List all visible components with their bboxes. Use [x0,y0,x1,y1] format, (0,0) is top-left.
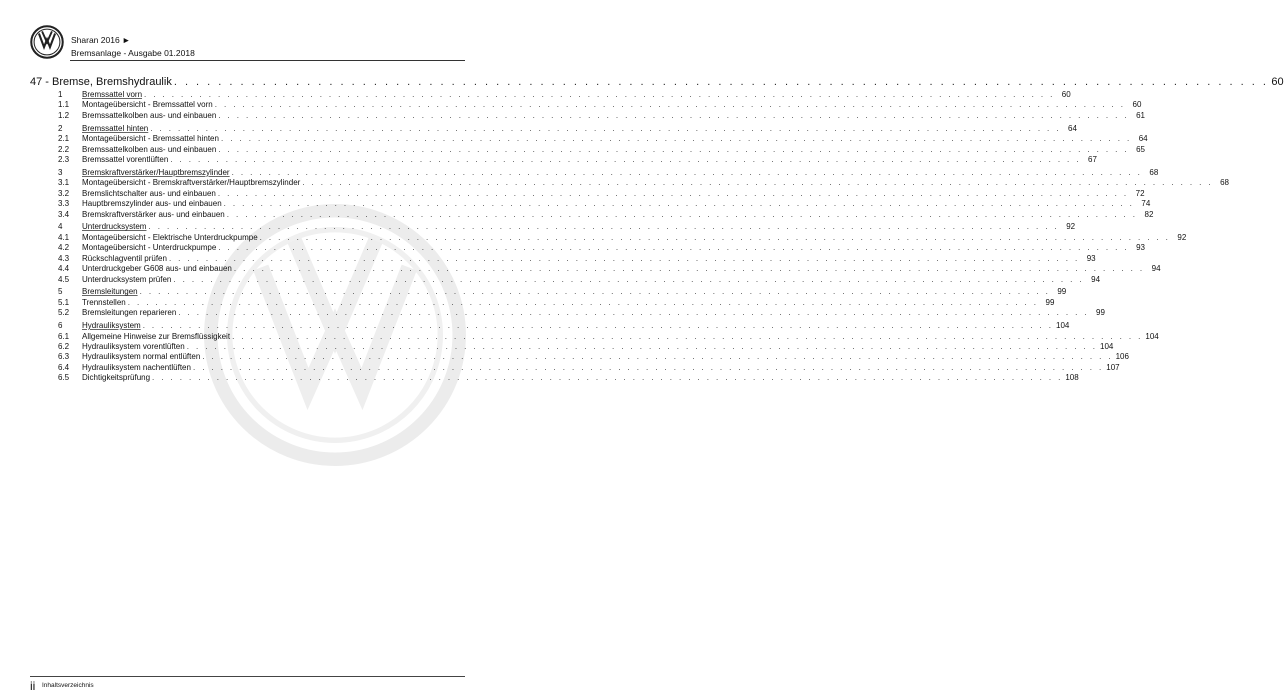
toc-entry-number: 4.1 [58,232,70,242]
toc-entry-number: 4.3 [58,253,70,263]
toc-entry-page[interactable]: 68 [1149,167,1159,177]
toc-entry-number: 1 [58,90,63,99]
dot-leader: . . . . . . . . . . . . . . . . . . . . . . . . . . . . . . . . . . . . . . . . . . . . . . . . . . . . . . . . . . . . . . . . . . . . . . . . . . . . . . . . . . . . . . . . . . . . . . . . . . . [202,352,1113,362]
toc-entry-row[interactable] [58,188,1145,199]
toc-entry-number: 5.2 [58,308,70,318]
toc-entry-title[interactable]: Montageübersicht - Bremskraftverstärker/Hauptbremszylinder [82,178,301,188]
chapter-page: 60 [1271,76,1284,88]
toc-entry-title[interactable]: Dichtigkeitsprüfung [82,373,151,383]
dot-leader: . . . . . . . . . . . . . . . . . . . . . . . . . . . . . . . . . . . . . . . . . . . . . . . . . . . . . . . . . . . . . . . . . . . . . . . . . . . . . . . . . . . . . . . . . . . . . . . . . . . [168,253,1080,263]
dot-leader: . . . . . . . . . . . . . . . . . . . . . . . . . . . . . . . . . . . . . . . . . . . . . . . . . . . . . . . . . . . . . . . . . . . . . . . . . . . . . . . . . . . . . . . . . . . . . . . . . . . [150,123,1061,133]
toc-entry-row[interactable] [58,352,1129,362]
toc-entry-page[interactable]: 93 [1136,243,1145,253]
dot-leader: . . . . . . . . . . . . . . . . . . . . . . . . . . . . . . . . . . . . . . . . . . . . . . . . . . . . . . . . . . . . . . . . . . . . . . . . . . . . . . . . . . . . . . . . . . . . . . . . . . . [170,155,1081,165]
toc-section-row[interactable] [58,321,1070,331]
dot-leader: . . . . . . . . . . . . . . . . . . . . . . . . . . . . . . . . . . . . . . . . . . . . . . . . . . . . . . . . . . . . . . . . . . . . . . . . . . . . . . . . . . . . . . . . . . . . . . . . . . . [144,90,1055,99]
toc-entry-title[interactable]: Montageübersicht - Elektrische Unterdruckpumpe [82,232,258,242]
toc-entry-title[interactable]: Hydrauliksystem vorentlüften [82,342,185,352]
toc-entry-page[interactable]: 64 [1068,123,1077,133]
toc-entry-number: 3.3 [58,199,70,209]
toc-entry-title[interactable]: Montageübersicht - Unterdruckpumpe [82,243,217,253]
chapter-title: 47 - Bremse, Bremshydraulik [30,76,172,88]
toc-entry-row[interactable] [58,373,1079,383]
dot-leader: . . . . . . . . . . . . . . . . . . . . . . . . . . . . . . . . . . . . . . . . . . . . . . . . . . . . . . . . . . . . . . . . . . . . . . . . . . . . . . . . . . . . . . . . . . . . . . . . . . . [148,222,1060,232]
toc-entry-page[interactable]: 60 [1061,90,1071,99]
toc-entry-title[interactable]: Bremssattel hinten [82,123,149,133]
dot-leader: . . . . . . . . . . . . . . . . . . . . . . . . . . . . . . . . . . . . . . . . . . . . . . . . . . . . . . . . . . . . . . . . . . . . . . . . . . . . . . . . . . . . . . . . . . . . . . . . . . . [233,264,1145,274]
toc-entry-row[interactable] [58,308,1105,318]
toc-entry-page[interactable]: 93 [1086,253,1096,263]
toc-entry-title[interactable]: Hydrauliksystem normal entlüften [82,352,201,362]
toc-entry-row[interactable] [58,243,1145,253]
toc-entry-number: 6.3 [58,352,70,362]
dot-leader: . . . . . . . . . . . . . . . . . . . . . . . . . . . . . . . . . . . . . . . . . . . . . . . . . . . . . . . . . . . . . . . . . . . . . . . . . . . . . . . . . . . . . . . . . . . . . . . . . . . [139,287,1051,297]
dot-leader: . . . . . . . . . . . . . . . . . . . . . . . . . . . . . . . . . . . . . . . . . . . . . . . . . . . . . . . . . . . . . . . . . . . . . . . . . . . . . . . . . . . . . . . . . . . . . . . . . . . [302,178,1213,188]
toc-entry-page[interactable]: 74 [1141,199,1151,209]
toc-entry-title[interactable]: Bremsleitungen reparieren [82,308,177,318]
footer-label: Inhaltsverzeichnis [42,682,94,689]
dot-leader: . . . . . . . . . . . . . . . . . . . . . . . . . . . . . . . . . . . . . . . . . . . . . . . . . . . . . . . . . . . . . . . . . . . . . . . . . . . . . . . . . . . . . . . . . . . . . . . . . . . [173,76,1269,88]
toc-entry-number: 3.2 [58,188,70,198]
toc-entry-title[interactable]: Bremskraftverstärker aus- und einbauen [82,209,225,219]
toc-entry-page[interactable]: 104 [1145,331,1159,341]
vw-logo-icon [30,25,64,59]
toc-entry-page[interactable]: 99 [1096,308,1105,318]
toc-entry-page[interactable]: 107 [1106,362,1120,372]
header-divider [70,60,465,61]
toc-entry-title[interactable]: Hauptbremszylinder aus- und einbauen [82,199,222,209]
toc-entry-number: 6.2 [58,342,70,352]
dot-leader: . . . . . . . . . . . . . . . . . . . . . . . . . . . . . . . . . . . . . . . . . . . . . . . . . . . . . . . . . . . . . . . . . . . . . . . . . . . . . . . . . . . . . . . . . . . . . . . . . . . [218,144,1129,154]
toc-entry-title[interactable]: Unterdrucksystem [82,222,147,232]
toc-entry-title[interactable]: Hydrauliksystem nachentlüften [82,362,191,372]
toc-entry-row[interactable] [58,178,1229,188]
toc-entry-row[interactable] [58,253,1096,264]
toc-entry-title[interactable]: Trennstellen [82,297,126,307]
toc-entry-title[interactable]: Montageübersicht - Bremssattel hinten [82,134,219,144]
toc-entry-number: 2.3 [58,155,70,165]
dot-leader: . . . . . . . . . . . . . . . . . . . . . . . . . . . . . . . . . . . . . . . . . . . . . . . . . . . . . . . . . . . . . . . . . . . . . . . . . . . . . . . . . . . . . . . . . . . . . . . . . . . [259,232,1171,242]
toc-entry-page[interactable]: 65 [1136,144,1145,154]
dot-leader: . . . . . . . . . . . . . . . . . . . . . . . . . . . . . . . . . . . . . . . . . . . . . . . . . . . . . . . . . . . . . . . . . . . . . . . . . . . . . . . . . . . . . . . . . . . . . . . . . . . [226,209,1138,219]
dot-leader: . . . . . . . . . . . . . . . . . . . . . . . . . . . . . . . . . . . . . . . . . . . . . . . . . . . . . . . . . . . . . . . . . . . . . . . . . . . . . . . . . . . . . . . . . . . . . . . . . . . [217,188,1129,198]
toc-entry-number: 5 [58,287,63,297]
toc-entry-number: 4.2 [58,243,70,253]
toc-entry-title[interactable]: Bremskraftverstärker/Hauptbremszylinder [82,167,230,177]
toc-list [58,90,1229,384]
toc-entry-page[interactable]: 64 [1138,134,1148,144]
toc-entry-page[interactable]: 106 [1115,352,1129,362]
toc-entry-number: 2 [58,123,63,133]
toc-entry-row[interactable] [58,264,1161,274]
toc-entry-page[interactable]: 82 [1144,209,1154,219]
toc-entry-row[interactable] [58,362,1120,373]
toc-entry-page[interactable]: 94 [1151,264,1161,274]
toc-entry-title[interactable]: Montageübersicht - Bremssattel vorn [82,100,213,110]
dot-leader: . . . . . . . . . . . . . . . . . . . . . . . . . . . . . . . . . . . . . . . . . . . . . . . . . . . . . . . . . . . . . . . . . . . . . . . . . . . . . . . . . . . . . . . . . . . . . . . . . . . [214,100,1126,110]
dot-leader: . . . . . . . . . . . . . . . . . . . . . . . . . . . . . . . . . . . . . . . . . . . . . . . . . . . . . . . . . . . . . . . . . . . . . . . . . . . . . . . . . . . . . . . . . . . . . . . . . . . [152,373,1063,383]
toc-entry-number: 5.1 [58,297,70,307]
toc-entry-page[interactable]: 99 [1057,287,1067,297]
toc-entry-number: 6.1 [58,331,70,341]
toc-entry-title[interactable]: Unterdrucksystem prüfen [82,274,172,284]
dot-leader: . . . . . . . . . . . . . . . . . . . . . . . . . . . . . . . . . . . . . . . . . . . . . . . . . . . . . . . . . . . . . . . . . . . . . . . . . . . . . . . . . . . . . . . . . . . . . . . . . . . [218,243,1129,253]
dot-leader: . . . . . . . . . . . . . . . . . . . . . . . . . . . . . . . . . . . . . . . . . . . . . . . . . . . . . . . . . . . . . . . . . . . . . . . . . . . . . . . . . . . . . . . . . . . . . . . . . . . [127,297,1039,307]
toc-entry-number: 4.4 [58,264,70,274]
toc-entry-row[interactable] [58,274,1101,285]
toc-entry-row[interactable] [58,144,1145,155]
footer-page-number: ii [30,679,36,693]
toc-entry-title[interactable]: Bremslichtschalter aus- und einbauen [82,188,216,198]
toc-entry-number: 6.4 [58,362,70,372]
toc-entry-number: 3.4 [58,209,70,219]
toc-entry-title[interactable]: Unterdruckgeber G608 aus- und einbauen [82,264,232,274]
toc-entry-number: 1.2 [58,110,70,120]
toc-entry-page[interactable]: 104 [1100,342,1114,352]
toc-section-row[interactable] [58,167,1159,178]
toc-section-row[interactable] [58,287,1067,297]
header-subtitle: Bremsanlage - Ausgabe 01.2018 [71,48,195,58]
toc-entry-page[interactable]: 92 [1177,232,1187,242]
toc-entry-title[interactable]: Hydrauliksystem [82,321,141,331]
toc-entry-row[interactable] [58,155,1097,165]
toc-section-row[interactable] [58,123,1077,134]
toc-entry-title[interactable]: Bremsleitungen [82,287,138,297]
dot-leader: . . . . . . . . . . . . . . . . . . . . . . . . . . . . . . . . . . . . . . . . . . . . . . . . . . . . . . . . . . . . . . . . . . . . . . . . . . . . . . . . . . . . . . . . . . . . . . . . . . . [218,110,1129,120]
dot-leader: . . . . . . . . . . . . . . . . . . . . . . . . . . . . . . . . . . . . . . . . . . . . . . . . . . . . . . . . . . . . . . . . . . . . . . . . . . . . . . . . . . . . . . . . . . . . . . . . . . . [220,134,1132,144]
dot-leader: . . . . . . . . . . . . . . . . . . . . . . . . . . . . . . . . . . . . . . . . . . . . . . . . . . . . . . . . . . . . . . . . . . . . . . . . . . . . . . . . . . . . . . . . . . . . . . . . . . . [223,199,1135,209]
toc-entry-title[interactable]: Rückschlagventil prüfen [82,253,167,263]
toc-entry-page[interactable]: 104 [1056,321,1070,331]
toc-entry-number: 3 [58,167,63,177]
toc-entry-row[interactable] [58,297,1055,308]
toc-entry-number: 3.1 [58,178,70,188]
toc-section-row[interactable] [58,90,1071,100]
toc-entry-row[interactable] [58,331,1159,342]
toc-entry-title[interactable]: Bremssattelkolben aus- und einbauen [82,110,217,120]
toc-entry-number: 2.1 [58,134,70,144]
toc-entry-row[interactable] [58,342,1114,352]
dot-leader: . . . . . . . . . . . . . . . . . . . . . . . . . . . . . . . . . . . . . . . . . . . . . . . . . . . . . . . . . . . . . . . . . . . . . . . . . . . . . . . . . . . . . . . . . . . . . . . . . . . [231,167,1143,177]
toc-entry-page[interactable]: 72 [1135,188,1145,198]
toc-entry-page[interactable]: 108 [1065,373,1079,383]
dot-leader: . . . . . . . . . . . . . . . . . . . . . . . . . . . . . . . . . . . . . . . . . . . . . . . . . . . . . . . . . . . . . . . . . . . . . . . . . . . . . . . . . . . . . . . . . . . . . . . . . . . [142,321,1054,331]
toc-entry-row[interactable] [58,100,1142,110]
toc-entry-page[interactable]: 92 [1066,222,1076,232]
toc-entry-number: 1.1 [58,100,70,110]
toc-entry-row[interactable] [58,110,1145,121]
toc-entry-page[interactable]: 67 [1088,155,1097,165]
toc-chapter-heading[interactable] [30,75,1284,89]
dot-leader: . . . . . . . . . . . . . . . . . . . . . . . . . . . . . . . . . . . . . . . . . . . . . . . . . . . . . . . . . . . . . . . . . . . . . . . . . . . . . . . . . . . . . . . . . . . . . . . . . . . [186,342,1098,352]
toc-entry-row[interactable] [58,199,1151,209]
dot-leader: . . . . . . . . . . . . . . . . . . . . . . . . . . . . . . . . . . . . . . . . . . . . . . . . . . . . . . . . . . . . . . . . . . . . . . . . . . . . . . . . . . . . . . . . . . . . . . . . . . . [178,308,1089,318]
toc-entry-page[interactable]: 60 [1132,100,1142,110]
toc-entry-number: 6.5 [58,373,70,383]
toc-entry-page[interactable]: 94 [1091,274,1101,284]
toc-entry-title[interactable]: Bremssattel vorentlüften [82,155,169,165]
toc-entry-number: 4.5 [58,274,70,284]
footer-divider [30,676,465,677]
toc-section-row[interactable] [58,222,1076,232]
toc-entry-number: 2.2 [58,144,70,154]
toc-entry-row[interactable] [58,134,1148,144]
toc-entry-row[interactable] [58,209,1154,220]
toc-entry-title[interactable]: Allgemeine Hinweise zur Bremsflüssigkeit [82,331,231,341]
toc-entry-page[interactable]: 68 [1220,178,1229,188]
dot-leader: . . . . . . . . . . . . . . . . . . . . . . . . . . . . . . . . . . . . . . . . . . . . . . . . . . . . . . . . . . . . . . . . . . . . . . . . . . . . . . . . . . . . . . . . . . . . . . . . . . . [173,274,1085,284]
header-title: Sharan 2016 ► [71,35,131,45]
toc-entry-page[interactable]: 99 [1045,297,1055,307]
toc-entry-page[interactable]: 61 [1136,110,1145,120]
dot-leader: . . . . . . . . . . . . . . . . . . . . . . . . . . . . . . . . . . . . . . . . . . . . . . . . . . . . . . . . . . . . . . . . . . . . . . . . . . . . . . . . . . . . . . . . . . . . . . . . . . . [232,331,1143,341]
toc-entry-number: 4 [58,222,63,232]
toc-entry-title[interactable]: Bremssattel vorn [82,90,143,99]
toc-entry-row[interactable] [58,232,1187,243]
dot-leader: . . . . . . . . . . . . . . . . . . . . . . . . . . . . . . . . . . . . . . . . . . . . . . . . . . . . . . . . . . . . . . . . . . . . . . . . . . . . . . . . . . . . . . . . . . . . . . . . . . . [192,362,1104,372]
toc-entry-title[interactable]: Bremssattelkolben aus- und einbauen [82,144,217,154]
toc-entry-number: 6 [58,321,63,331]
